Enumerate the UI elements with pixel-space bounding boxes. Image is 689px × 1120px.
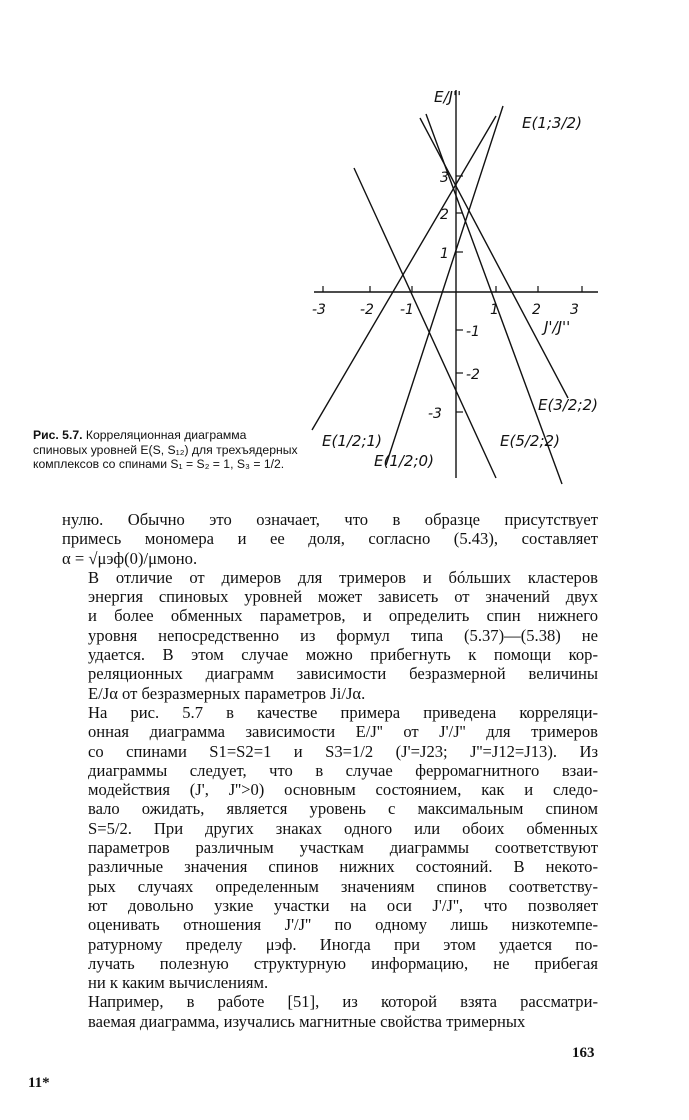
x-axis-title: J'/J'' [544,318,571,336]
page-number: 163 [572,1045,595,1061]
caption-number: Рис. 5.7. [33,428,83,442]
text-line: ратурному пределу μэф. Иногда при этом удается по- [88,934,598,954]
text-line: E/Jα от безразмерных параметров Ji/Jα. [88,683,366,703]
y-tick-label: 3 [440,170,449,186]
line-label: E(1/2;1) [322,432,382,450]
line-label: E(1;3/2) [522,114,582,132]
x-tick-label: -3 [312,302,326,318]
caption-text: Корреляционная диаграмма спиновых уровней E(S, S₁₂) для трехъядерных комплексов со спинами S₁ = S₂ = 1, S₃ = 1/2. [33,428,298,471]
text-line: ют довольно узкие участки на оси J'/J'', что позволяет [88,895,598,915]
text-line: параметров различным участкам диаграммы соответствуют [88,838,598,858]
y-tick-label: 1 [440,246,449,262]
text-line: оценивать отношения J'/J'' по одному лишь низкотемпе- [88,915,598,935]
x-tick-label: -1 [400,302,414,318]
y-axis-title: E/J'' [434,88,462,106]
body-text [62,510,598,1031]
text-line: ваемая диаграмма, изучались магнитные свойства тримерных [88,1011,526,1031]
text-line: нулю. Обычно это означает, что в образце присутствует [62,510,598,529]
text-line: уровня непосредственно из формул типа (5.37)—(5.38) не [88,625,598,645]
paragraph [62,568,598,703]
text-line: α = √μэф(0)/μмоно. [62,548,198,568]
paragraph [62,992,598,1031]
y-tick-label: 2 [440,207,449,223]
correlation-diagram [300,70,630,510]
text-line: реляционных диаграмм зависимости безразмерной величины [88,664,598,684]
text-line: Например, в работе [51], из которой взята рассматри- [88,992,598,1012]
text-line: со спинами S1=S2=1 и S3=1/2 (J'=J23; J''=J12=J13). Из [88,741,598,761]
y-tick-label: -3 [428,406,442,422]
line-label: E(3/2;2) [538,396,598,414]
line-label: E(5/2;2) [500,432,560,450]
text-line: различные значения спинов нижних состояний. В некото- [88,857,598,877]
text-line: и более обменных параметров, и определить спин нижнего [88,606,598,626]
text-line: онная диаграмма зависимости E/J'' от J'/J'' для тримеров [88,722,598,742]
x-tick-label: -2 [360,302,374,318]
line-e-1-3-2 [386,106,503,465]
x-tick-label: 3 [570,302,579,318]
signature-mark: 11* [28,1075,50,1091]
text-line: В отличие от димеров для тримеров и бóльших кластеров [88,567,598,587]
text-line: ни к каким вычислениям. [88,973,269,993]
text-line: удается. В этом случае можно прибегнуть к помощи кор- [88,645,598,665]
line-label: E(1/2;0) [374,452,434,470]
figure-caption [33,428,299,472]
text-line: S=5/2. При других знаках одного или обоих обменных [88,818,598,838]
text-line: модействия (J', J''>0) основным состоянием, как и следо- [88,780,598,800]
text-line: примесь мономера и ее доля, согласно (5.43), составляет [62,529,598,549]
diagram-svg [300,70,630,510]
text-line: энергия спиновых уровней может зависеть от значений двух [88,587,598,607]
y-tick-label: -1 [466,324,480,340]
x-tick-label: 2 [532,302,541,318]
paragraph [62,510,598,568]
text-line: На рис. 5.7 в качестве примера приведена корреляци- [88,702,598,722]
text-line: вало ожидать, является уровень с максимальным спином [88,799,598,819]
text-line: рых случаях определенным значениям спинов соответству- [88,876,598,896]
y-tick-label: -2 [466,367,480,383]
text-line: лучать полезную структурную информацию, не прибегая [88,953,598,973]
paragraph [62,703,598,992]
text-line: диаграммы следует, что в случае ферромагнитного взаи- [88,760,598,780]
x-tick-label: 1 [490,302,499,318]
